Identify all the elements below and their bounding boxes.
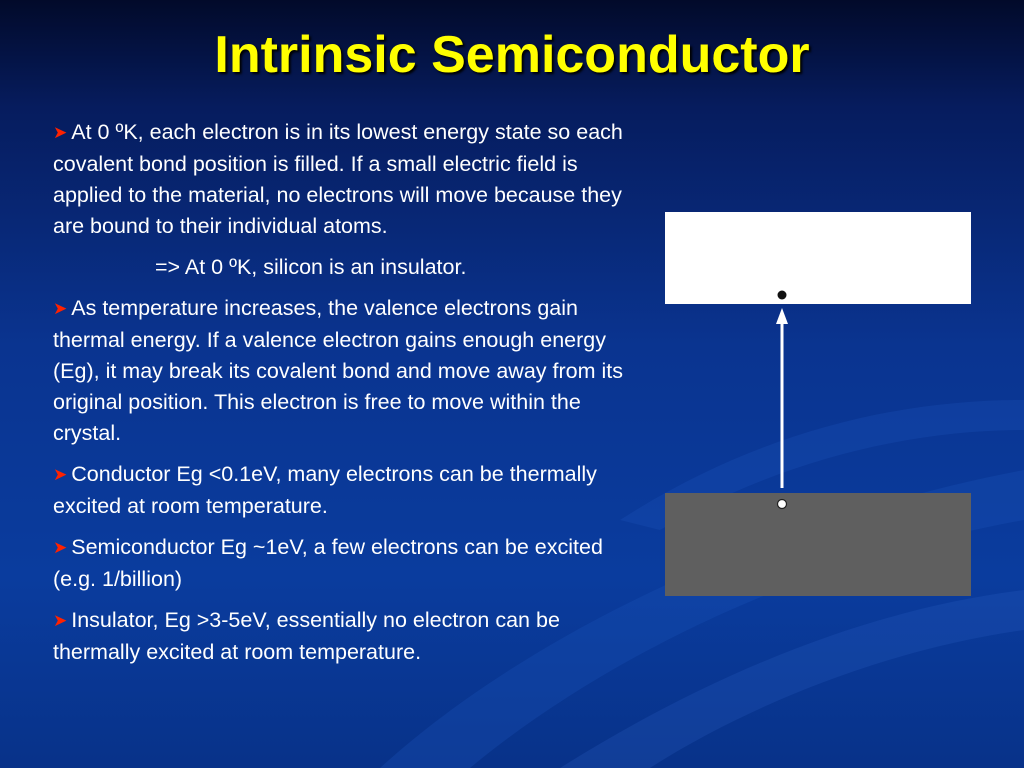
- paragraph-text: Conductor Eg <0.1eV, many electrons can be thermally excited at room temperature.: [53, 462, 597, 518]
- arrowhead-bullet-icon: ➤: [53, 611, 68, 630]
- slide-title: Intrinsic Semiconductor: [214, 26, 810, 84]
- paragraph-text: As temperature increases, the valence electrons gain thermal energy. If a valence electron gains enough energy (Eg), it may break its covalent bond and move away from its original position. This electron is free to move within the crystal.: [53, 296, 623, 445]
- bullet-paragraph: [53, 605, 651, 668]
- bullet-paragraph: [53, 459, 651, 522]
- valence-band: [665, 493, 971, 596]
- paragraph-text: Insulator, Eg >3-5eV, essentially no electron can be thermally excited at room temperature.: [53, 608, 560, 664]
- arrowhead-bullet-icon: ➤: [53, 465, 68, 484]
- slide-body: [53, 117, 651, 678]
- paragraph-text: Semiconductor Eg ~1eV, a few electrons can be excited (e.g. 1/billion): [53, 535, 603, 591]
- paragraph-text: At 0 ºK, each electron is in its lowest energy state so each covalent bond position is filled. If a small electric field is applied to the material, no electrons will move because they are bound to their individual atoms.: [53, 120, 623, 238]
- paragraph-text: => At 0 ºK, silicon is an insulator.: [155, 255, 467, 279]
- excitation-arrowhead-icon: [776, 308, 788, 324]
- bullet-paragraph: [53, 532, 651, 595]
- conduction-band: [665, 212, 971, 304]
- bullet-paragraph: [53, 293, 651, 449]
- conclusion-paragraph: [53, 252, 651, 283]
- arrowhead-bullet-icon: ➤: [53, 299, 68, 318]
- arrowhead-bullet-icon: ➤: [53, 538, 68, 557]
- arrowhead-bullet-icon: ➤: [53, 123, 68, 142]
- bullet-paragraph: [53, 117, 651, 242]
